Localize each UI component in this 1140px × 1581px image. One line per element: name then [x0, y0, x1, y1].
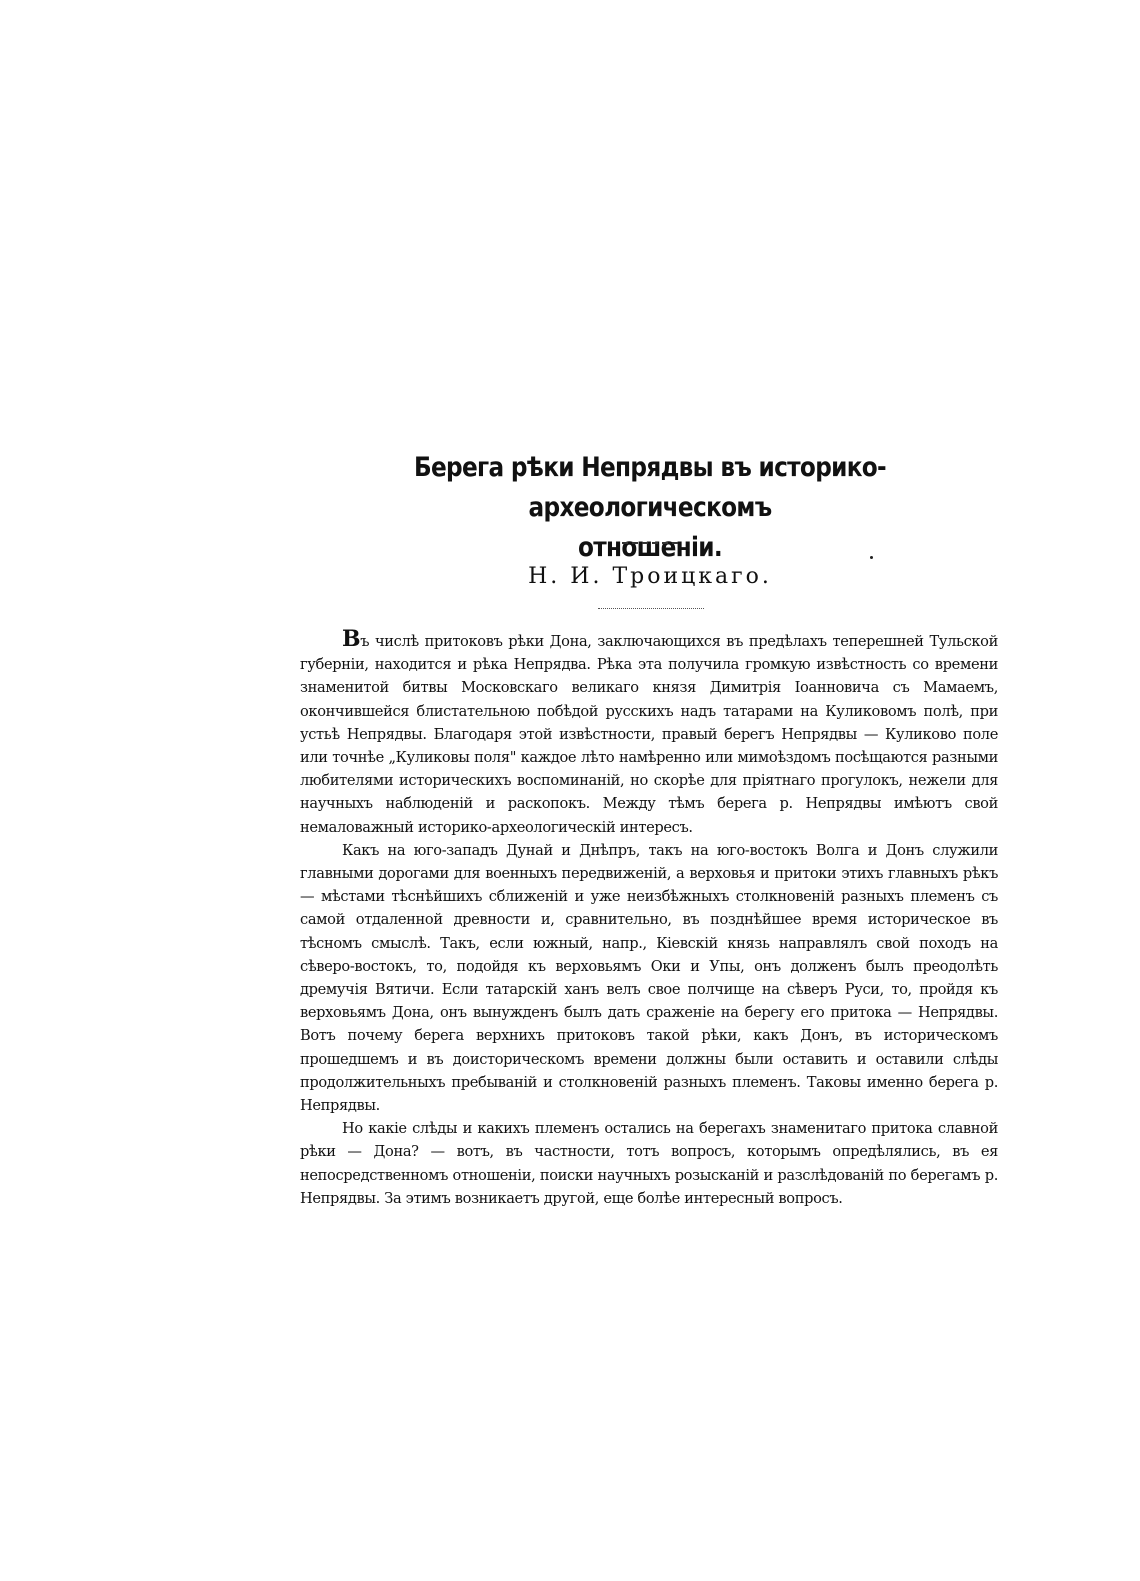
body-paragraph-1 [300, 628, 998, 839]
paragraph-initial-letter: В [342, 626, 361, 652]
article-title-line-2: отношеніи. [577, 532, 723, 563]
article-title-line-1: Берега рѣки Непрядвы въ историко-археологическомъ [413, 452, 887, 523]
body-paragraph-3: Но какіе слѣды и какихъ племенъ остались на берегахъ знаменитаго притока славной рѣки — Дона? — вотъ, въ частности, тотъ вопросъ, которымъ опредѣлялись, въ ея непосредственномъ отношеніи, поиски научныхъ розысканій и разслѣдованій по берегамъ р. Непрядвы. За этимъ возникаетъ другой, еще болѣе интересный вопросъ. [300, 1120, 998, 1207]
article-author: Н. И. Троицкаго. [528, 564, 772, 589]
body-paragraph-1-text: ъ числѣ притоковъ рѣки Дона, заключающихся въ предѣлахъ теперешней Тульской губерніи, находится и рѣка Непрядва. Рѣка эта получила громкую извѣстность со времени знаменитой битвы Московскаго великаго князя Димитрія Іоанновича съ Мамаемъ, окончившейся блистательною побѣдой русскихъ надъ татарами на Куликовомъ полѣ, при устьѣ Непрядвы. Благодаря этой извѣстности, правый берегъ Непрядвы — Куликово поле или точнѣе „Куликовы поля" каждое лѣто намѣренно или мимоѣздомъ посѣщаются разными любителями историческихъ воспоминаній, но скорѣе для пріятнаго прогулокъ, нежели для научныхъ наблюденій и раскопокъ. Между тѣмъ берега р. Непрядвы имѣютъ свой немаловажный историко-археологическій интересъ. [300, 633, 998, 836]
article-title [349, 448, 951, 568]
title-separator-rule [622, 542, 678, 544]
body-paragraph-2: Какъ на юго-западъ Дунай и Днѣпръ, такъ на юго-востокъ Волга и Донъ служили главными дорогами для военныхъ передвиженій, а верховья и притоки этихъ главныхъ рѣкъ — мѣстами тѣснѣйшихъ сближеній и уже неизбѣжныхъ столкновеній разныхъ племенъ съ самой отдаленной древности и, сравнительно, въ позднѣйшее время историческое въ тѣсномъ смыслѣ. Такъ, если южный, напр., Кіевскій князь направлялъ свой походъ на сѣверо-востокъ, то, подойдя къ верховьямъ Оки и Упы, онъ долженъ былъ преодолѣть дремучія Вятичи. Если татарскій ханъ велъ свое полчище на сѣверъ Руси, то, пройдя къ верховьямъ Дона, онъ вынужденъ былъ дать сраженіе на берегу его притока — Непрядвы. Вотъ почему берега верхнихъ притоковъ такой рѣки, какъ Донъ, въ историческомъ прошедшемъ и въ доисторическомъ времени должны были оставить и оставили слѣды продолжительныхъ пребываній и столкновеній разныхъ племенъ. Таковы именно берега р. Непрядвы. [300, 841, 998, 1115]
author-separator-rule [598, 608, 704, 609]
print-speck [870, 556, 873, 559]
article-body [300, 628, 998, 1210]
